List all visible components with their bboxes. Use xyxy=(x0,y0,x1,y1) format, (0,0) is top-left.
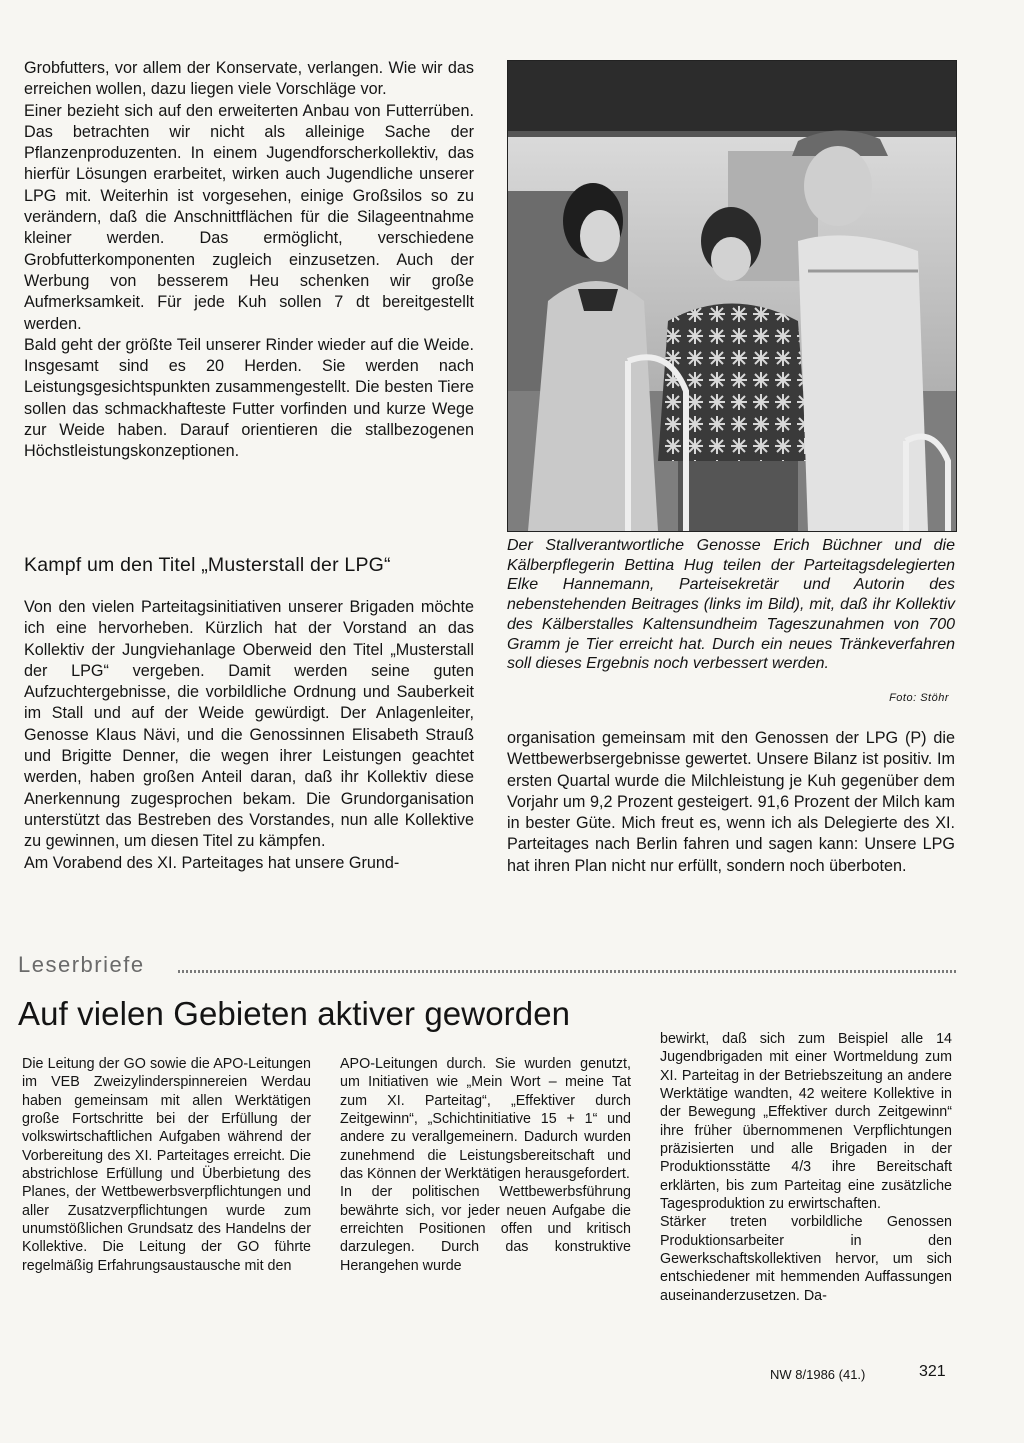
article-paragraph: Grobfutters, vor allem der Konservate, verlangen. Wie wir das erreichen wollen, dazu liegen viele Vorschläge vor. xyxy=(24,59,474,99)
rubric-label: Leserbriefe xyxy=(18,952,145,977)
letter-paragraph: bewirkt, daß sich zum Beispiel alle 14 Jugendbrigaden mit einer Wortmeldung zum XI. Parteitag in der Betriebszeitung an andere Werktätige wandten, 42 weitere Kollektive in der Bewegung „Effektiver durch Zeitgewinn“ ihre früher übernommenen Verpflichtungen präzisierten und alle Brigaden in der Produktionsstätte 4/3 ihre Bereitschaft erklärten, bis zum Parteitag eine zusätzliche Tagesproduktion zu erwirtschaften. xyxy=(660,1031,952,1213)
letter-paragraph: In der politischen Wettbewerbsführung bewährte sich, vor jeder neuen Aufgabe die erreichten Positionen offen und kritisch darzulegen. Durch das konstruktive Herangehen wurde xyxy=(340,1184,631,1274)
letter-column-3 xyxy=(660,1030,952,1305)
letter-paragraph: Die Leitung der GO sowie die APO-Leitungen im VEB Zweizylinderspinnereien Werdau haben gemeinsam mit allen Werktätigen große Fortschritte bei der Erfüllung der volkswirtschaftlichen Aufgaben während der Vorbereitung des XI. Parteitages erreicht. Die abstrichlose Erfüllung und Überbietung des Planes, der Wettbewerbsverpflichtungen und aller Zusatzverpflichtungen wurde zum unumstößlichen Grundsatz des Handelns der Kollektive. Die Leitung der GO führte regelmäßig Erfahrungsaustausche mit den xyxy=(22,1056,311,1274)
article-section-body xyxy=(24,597,474,874)
letter-paragraph: Stärker treten vorbildliche Genossen Produktionsarbeiter in den Gewerkschaftskollektiven hervor, um sich entschiedener mit hemmenden Auffassungen auseinanderzusetzen. Da- xyxy=(660,1214,952,1304)
rubric-divider xyxy=(178,970,958,973)
photo-scene xyxy=(508,61,956,531)
article-paragraph: Einer bezieht sich auf den erweiterten Anbau von Futterrüben. Das betrachten wir nicht als alleinige Sache der Pflanzenproduzenten. In einem Jugendforscherkollektiv, das hierfür Lösungen erarbeitet, wirken auch Jugendliche unserer LPG mit. Weiterhin ist vorgesehen, einige Großsilos so zu verändern, daß die Anschnittflächen für die Silageentnahme kleiner werden. Das ermöglicht, verschiedene Grobfutterkomponenten zugleich einzusetzen. Auch der Werbung von besserem Heu schenken wir große Aufmerksamkeit. Für jede Kuh sollen 7 dt bereitgestellt werden. xyxy=(24,101,474,333)
letter-headline: Auf vielen Gebieten aktiver geworden xyxy=(18,995,571,1032)
section-rubric xyxy=(18,952,958,982)
letter-paragraph: APO-Leitungen durch. Sie wurden genutzt, um Initiativen wie „Mein Wort – meine Tat zum XI. Parteitag“, „Effektiver durch Zeitgewinn“, „Schichtinitiative 15 + 1“ und andere zu verallgemeinern. Dadurch wurden zunehmend die Leistungsbereitschaft und das Können der Werktätigen herausgefordert. xyxy=(340,1056,631,1183)
article-paragraph: Bald geht der größte Teil unserer Rinder wieder auf die Weide. Insgesamt sind es 20 Herden. Sie werden nach Leistungsgesichtspunkten zusammengestellt. Die besten Tiere sollen das schmackhafteste Futter vorfinden und kurze Wege zur Weide haben. Darauf orientieren die stallbezogenen Höchstleistungskonzeptionen. xyxy=(24,335,474,461)
photo-caption: Der Stallverantwortliche Genosse Erich Büchner und die Kälberpflegerin Bettina Hug teilen der Parteitagsdelegierten Elke Hannemann, Parteisekretär und Autorin des nebenstehenden Beitrages (links im Bild), mit, daß ihr Kollektiv des Kälberstalles Kaltensundheim Tageszunahmen von 700 Gramm je Tier erreicht hat. Durch ein neues Tränkeverfahren soll dieses Ergebnis noch verbessert werden. xyxy=(507,537,955,673)
article-paragraph: Von den vielen Parteitagsinitiativen unserer Brigaden möchte ich eine hervorheben. Kürzlich hat der Vorstand an das Kollektiv der Jungviehanlage Oberweid den Titel „Musterstall der LPG“ vergeben. Damit werden seine guten Aufzuchtergebnisse, die vorbildliche Ordnung und Sauberkeit im Stall und auf der Weide gewürdigt. Der Anlagenleiter, Genosse Klaus Nävi, und die Genossinnen Elisabeth Strauß und Brigitte Denner, die wegen ihrer Leistungen geachtet werden, haben großen Anteil daran, daß ihr Kollektiv diese Anerkennung zugesprochen bekam. Die Grundorganisation unterstützt das Bestreben des Vorstandes, nun alle Kollektive zu gewinnen, um diesen Titel zu kämpfen. xyxy=(24,598,474,851)
letter-column-2 xyxy=(340,1055,631,1275)
article-paragraph: Am Vorabend des XI. Parteitages hat unsere Grund- xyxy=(24,853,400,872)
article-column-2 xyxy=(507,728,955,877)
page-number: 321 xyxy=(919,1363,946,1380)
article-paragraph: organisation gemeinsam mit den Genossen der LPG (P) die Wettbewerbsergebnisse gewertet. Unsere Bilanz ist positiv. Im ersten Quartal wurde die Milchleistung je Kuh gegenüber dem Vorjahr um 9,2 Prozent gesteigert. 91,6 Prozent der Milch kam in bester Güte. Mich freut es, wenn ich als Delegierte des XI. Parteitages nach Berlin fahren und sagen kann: Unsere LPG hat ihren Plan nicht nur erfüllt, sondern noch überboten. xyxy=(507,729,955,875)
issue-reference: NW 8/1986 (41.) xyxy=(770,1367,866,1382)
article-column-1 xyxy=(24,58,474,463)
photo-credit: Foto: Stöhr xyxy=(889,692,949,704)
section-heading: Kampf um den Titel „Musterstall der LPG“ xyxy=(24,554,391,576)
article-photo xyxy=(507,60,957,532)
letter-column-1 xyxy=(22,1055,311,1275)
